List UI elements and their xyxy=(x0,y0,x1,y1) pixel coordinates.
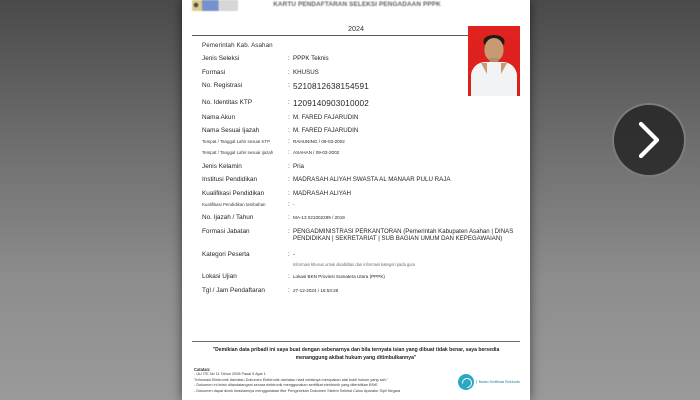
catatan-block xyxy=(194,367,474,394)
field-label: Nama Sesuai Ijazah xyxy=(202,127,260,134)
field-label: Kategori Peserta xyxy=(202,250,250,258)
chevron-right-icon xyxy=(634,119,664,161)
applicant-photo xyxy=(468,26,520,96)
field-value: PPPK Teknis xyxy=(293,55,329,62)
field-row-no-ktp xyxy=(202,99,518,108)
bsre-certificate-badge xyxy=(458,374,520,390)
field-value: Pria xyxy=(293,162,305,170)
field-row-tempat-lahir-ktp xyxy=(202,138,518,146)
field-label: Kualifikasi Pendidikan tambahan xyxy=(202,201,266,207)
field-row-lokasi-ujian xyxy=(202,273,518,281)
field-label: Kualifikasi Pendidikan xyxy=(202,189,265,197)
field-row-nama-akun xyxy=(202,114,518,122)
field-value: MA-13 021002299 / 2019 xyxy=(293,215,345,220)
field-colon: : xyxy=(288,82,290,89)
field-label: Jenis Kelamin xyxy=(202,162,242,170)
field-colon: : xyxy=(288,127,290,134)
field-value: PENGADMINISTRASI PERKANTORAN (Pemerintah Kabupaten Asahan | DINAS PENDIDIKAN | SEKRETARIAT | SUB BAGIAN UMUM DAN KEPEGAWAIAN) xyxy=(293,227,514,243)
field-label: Institusi Pendidikan xyxy=(202,176,258,183)
field-row-kualifikasi-tambahan xyxy=(202,201,518,209)
field-row-kategori-peserta xyxy=(202,251,518,259)
field-colon: : xyxy=(288,200,290,208)
field-colon: : xyxy=(288,162,290,170)
footer-divider xyxy=(192,341,520,342)
photo-collar-right xyxy=(501,63,507,74)
field-colon: : xyxy=(288,55,290,62)
field-colon: : xyxy=(288,273,290,281)
field-label: No. Identitas KTP xyxy=(202,99,253,106)
field-colon: : xyxy=(288,68,290,76)
document-year: 2024 xyxy=(348,24,364,33)
document-title: KARTU PENDAFTARAN SELEKSI PENGADAAN PPPK xyxy=(273,1,441,8)
field-label: No. Registrasi xyxy=(202,82,243,89)
field-label: Lokasi Ujian xyxy=(202,273,237,281)
field-colon: : xyxy=(288,250,290,258)
field-value: KHUSUS xyxy=(293,68,319,76)
catatan-line: - UU ITE No 11 Tahun 2008 Pasal 5 Ayat 1 xyxy=(194,372,266,377)
catatan-heading: Catatan: xyxy=(194,366,211,372)
field-value: RAHUNING / 09-03-2002 xyxy=(293,139,345,144)
field-label: Tgl / Jam Pendaftaran xyxy=(202,286,265,294)
field-value: - xyxy=(293,250,296,258)
field-row-jenis-kelamin xyxy=(202,163,518,171)
field-label: Jenis Seleksi xyxy=(202,55,240,62)
field-colon: : xyxy=(288,176,290,183)
field-value: M. FARED FAJARUDIN xyxy=(293,127,359,134)
field-value: Lokasi BKN Provinsi Sumatera Utara (PPPK) xyxy=(293,274,385,280)
field-row-tempat-lahir-ijazah xyxy=(202,149,518,157)
field-colon: : xyxy=(288,99,290,106)
field-row-institusi-pendidikan xyxy=(202,176,518,184)
registration-card-page xyxy=(182,0,530,400)
field-value: - xyxy=(293,201,295,207)
catatan-line: - Dokumen dapat dicek keasliannya menggunakan fitur Pengecekan Dokumen Sistem Seleksi Calon Aparatur Sipil Negara xyxy=(194,388,401,393)
next-button[interactable] xyxy=(612,103,686,177)
field-value: ASAHAN / 09-03-2002 xyxy=(293,150,340,155)
field-label: Tempat / Tanggal Lahir sesuai Ijazah xyxy=(202,150,274,155)
catatan-line: - Dokumen ini telah ditandatangani secara elektronik menggunakan sertifikat elektronik yang diterbitkan BSrE xyxy=(194,383,378,388)
field-row-tgl-pendaftaran xyxy=(202,287,518,295)
field-row-kualifikasi-pendidikan xyxy=(202,190,518,198)
field-row-nama-ijazah xyxy=(202,127,518,135)
field-value: Informasi khusus untuk disabilitas dan informasi kategori pada guru xyxy=(293,261,416,267)
field-colon: : xyxy=(288,113,290,121)
agency-name: Pemerintah Kab. Asahan xyxy=(202,42,273,49)
field-label: Formasi Jabatan xyxy=(202,227,250,235)
field-colon: : xyxy=(288,214,290,221)
field-colon: : xyxy=(288,189,290,197)
bsre-logo-icon xyxy=(458,374,474,390)
field-label: Formasi xyxy=(202,68,226,76)
bsre-label: Badan Sertifikasi Elektronik xyxy=(476,380,520,384)
field-value: M. FARED FAJARUDIN xyxy=(293,113,359,121)
field-value: 27-12-2024 / 16:53:28 xyxy=(293,287,339,293)
pledge-statement: "Demikian data pribadi ini saya buat dengan sebenarnya dan bila ternyata isian yang dibuat tidak benar, saya bersedia menanggung akibat hukum yang ditimbulkannya" xyxy=(212,347,500,361)
field-value: MADRASAH ALIYAH xyxy=(293,189,351,197)
field-colon: : xyxy=(288,149,290,156)
field-row-formasi-jabatan xyxy=(202,228,518,243)
photo-shirt xyxy=(471,62,517,96)
photo-collar-left xyxy=(481,63,487,74)
field-colon: : xyxy=(288,286,290,294)
field-label: Nama Akun xyxy=(202,113,236,121)
field-label: No. Ijazah / Tahun xyxy=(202,214,254,221)
field-value: 5210812638154591 xyxy=(293,82,370,91)
field-label: Tempat / Tanggal Lahir sesuai KTP xyxy=(202,139,271,144)
field-colon: : xyxy=(288,138,290,145)
catatan-line: "Informasi Elektronik dan/atau Dokumen Elektronik dan/atau hasil cetaknya merupakan alat bukti hukum yang sah." xyxy=(194,377,389,382)
field-value: 1209140903010002 xyxy=(293,99,370,108)
field-value: MADRASAH ALIYAH SWASTA AL MANAAR PULU RAJA xyxy=(293,176,451,183)
document-header xyxy=(190,0,522,23)
kategori-peserta-note xyxy=(202,262,518,268)
field-row-no-ijazah xyxy=(202,214,518,222)
field-colon: : xyxy=(288,227,290,235)
